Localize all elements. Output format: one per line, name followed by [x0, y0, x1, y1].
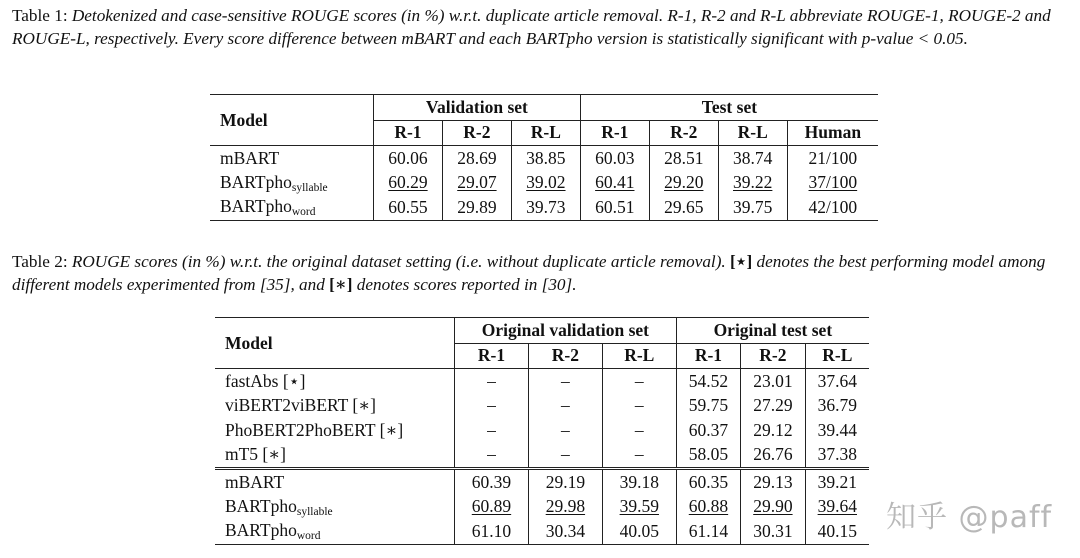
table2-model-header: Model: [215, 318, 455, 369]
table1-cell: 29.20: [664, 172, 704, 193]
table2-caption-part3: denotes scores reported in [30].: [356, 275, 577, 294]
table1-col-header: Human: [787, 120, 878, 146]
table2-cell: 29.98: [545, 496, 586, 517]
table1-cell: 21/100: [787, 146, 878, 171]
table1-group-test: Test set: [580, 95, 878, 121]
table2-caption-part1: ROUGE scores (in %) w.r.t. the original dataset setting (i.e. without duplicate article removal).: [71, 252, 726, 271]
table2-group-test: Original test set: [676, 318, 869, 344]
table2-cell: 39.64: [817, 496, 857, 517]
table2-cell: –: [455, 443, 529, 469]
table2-cell: 29.19: [528, 469, 602, 495]
table2-col-header: R-1: [455, 343, 529, 369]
table1-cell: 39.75: [718, 195, 787, 220]
table1-caption-text: Detokenized and case-sensitive ROUGE scores (in %) w.r.t. duplicate article removal. R-1, R-2 and R-L abbreviate ROUGE-1, ROUGE-2 and ROUGE-L, respectively. Every score difference between mBART and each BARTpho version is statistically significant with p-value < 0.05.: [12, 6, 1051, 48]
table2-col-header: R-L: [602, 343, 676, 369]
table2-cell: 60.37: [676, 418, 740, 443]
table2-cell: 60.39: [455, 469, 529, 495]
table2-caption: [12, 250, 1074, 296]
table2-cell: –: [455, 369, 529, 394]
table2-cell: –: [602, 443, 676, 469]
table2-caption-label: Table 2:: [12, 252, 68, 271]
table1-row-model: BARTpho$_{syllable}$: [220, 171, 328, 194]
table2-col-header: R-L: [805, 343, 869, 369]
table1-cell: 38.74: [718, 146, 787, 171]
table1-group-validation: Validation set: [373, 95, 580, 121]
table2-row-model: mBART: [225, 471, 285, 492]
table1-caption: [12, 4, 1074, 50]
table2-cell: –: [455, 418, 529, 443]
table2-cell: 40.05: [602, 519, 676, 544]
table1-cell: 60.29: [388, 172, 428, 193]
table1-col-header: R-1: [580, 120, 649, 146]
table2-cell: –: [528, 394, 602, 419]
table2-cell: 29.12: [741, 418, 805, 443]
table1-cell: 29.65: [649, 195, 718, 220]
table1-cell: 60.55: [373, 195, 442, 220]
table1-cell: 37/100: [808, 172, 858, 193]
table1-cell: 39.02: [526, 172, 566, 193]
table2-cell: 60.35: [676, 469, 740, 495]
table2-cell: 29.13: [741, 469, 805, 495]
table2-cell: 54.52: [676, 369, 740, 394]
table2-col-header: R-2: [741, 343, 805, 369]
table2-cell: 39.44: [805, 418, 869, 443]
table1-cell: 29.07: [457, 172, 497, 193]
zhihu-watermark: 知乎 @paff: [886, 500, 1053, 535]
table1-cell: 39.73: [511, 195, 580, 220]
table1-row-model: BARTpho$_{word}$: [220, 196, 316, 219]
table2-cell: 30.34: [528, 519, 602, 544]
table2-cell: 37.38: [805, 443, 869, 469]
table1-cell: 29.89: [442, 195, 511, 220]
table2: [215, 317, 869, 545]
table1-cell: 39.22: [733, 172, 773, 193]
table1-row-model: mBART: [220, 147, 280, 168]
table2-group-validation: Original validation set: [455, 318, 677, 344]
table2-cell: 60.88: [688, 496, 729, 517]
table2-row-model: fastAbs [⋆]: [225, 370, 306, 391]
table-row: [215, 495, 869, 520]
table2-cell: –: [455, 394, 529, 419]
table1-cell: 28.69: [442, 146, 511, 171]
table2-cell: 36.79: [805, 394, 869, 419]
table2-cell: 39.59: [619, 496, 659, 517]
table2-cell: –: [602, 418, 676, 443]
table1-cell: 38.85: [511, 146, 580, 171]
table2-caption-part2: denotes the best performing model among different models experimented from [35], and: [12, 252, 1046, 294]
table2-cell: 58.05: [676, 443, 740, 469]
table-row: [215, 469, 869, 495]
table-row: [210, 146, 878, 171]
table1-col-header: R-L: [718, 120, 787, 146]
table1-cell: 60.41: [595, 172, 635, 193]
table2-cell: –: [602, 394, 676, 419]
table-row: [215, 418, 869, 443]
table2-caption-marker-ast: [∗]: [329, 275, 353, 294]
table1-col-header: R-2: [649, 120, 718, 146]
table-row: [210, 195, 878, 220]
table1: [210, 94, 878, 221]
table2-row-model: mT5 [∗]: [225, 444, 286, 465]
table-row: [215, 519, 869, 544]
table2-cell: 39.18: [602, 469, 676, 495]
table-row: [215, 394, 869, 419]
table2-cell: 40.15: [805, 519, 869, 544]
table2-cell: 37.64: [805, 369, 869, 394]
table2-cell: –: [528, 418, 602, 443]
table1-caption-label: Table 1:: [12, 6, 68, 25]
table-row: [210, 171, 878, 196]
table1-cell: 28.51: [649, 146, 718, 171]
table-row: [215, 443, 869, 469]
table2-cell: –: [528, 443, 602, 469]
table2-cell: –: [602, 369, 676, 394]
table2-cell: 59.75: [676, 394, 740, 419]
table2-cell: 30.31: [741, 519, 805, 544]
table1-col-header: R-L: [511, 120, 580, 146]
table1-model-header: Model: [210, 95, 373, 146]
table2-cell: 39.21: [805, 469, 869, 495]
table2-cell: 61.10: [455, 519, 529, 544]
table-row: [215, 369, 869, 394]
table2-col-header: R-1: [676, 343, 740, 369]
table2-col-header: R-2: [528, 343, 602, 369]
table2-cell: 29.90: [753, 496, 793, 517]
table2-row-model: viBERT2viBERT [∗]: [225, 395, 376, 416]
table2-cell: 61.14: [676, 519, 740, 544]
table2-row-model: BARTpho$_{syllable}$: [225, 495, 333, 518]
table1-col-header: R-1: [373, 120, 442, 146]
table2-cell: 23.01: [741, 369, 805, 394]
table2-cell: 60.89: [471, 496, 512, 517]
table2-cell: –: [528, 369, 602, 394]
table2-cell: 26.76: [741, 443, 805, 469]
table1-cell: 60.03: [580, 146, 649, 171]
table1-cell: 60.51: [580, 195, 649, 220]
table2-row-model: BARTpho$_{word}$: [225, 520, 321, 543]
table2-row-model: PhoBERT2PhoBERT [∗]: [225, 419, 404, 440]
table2-cell: 27.29: [741, 394, 805, 419]
table1-cell: 60.06: [373, 146, 442, 171]
table1-col-header: R-2: [442, 120, 511, 146]
table1-cell: 42/100: [787, 195, 878, 220]
table2-caption-marker-star: [⋆]: [730, 252, 753, 271]
